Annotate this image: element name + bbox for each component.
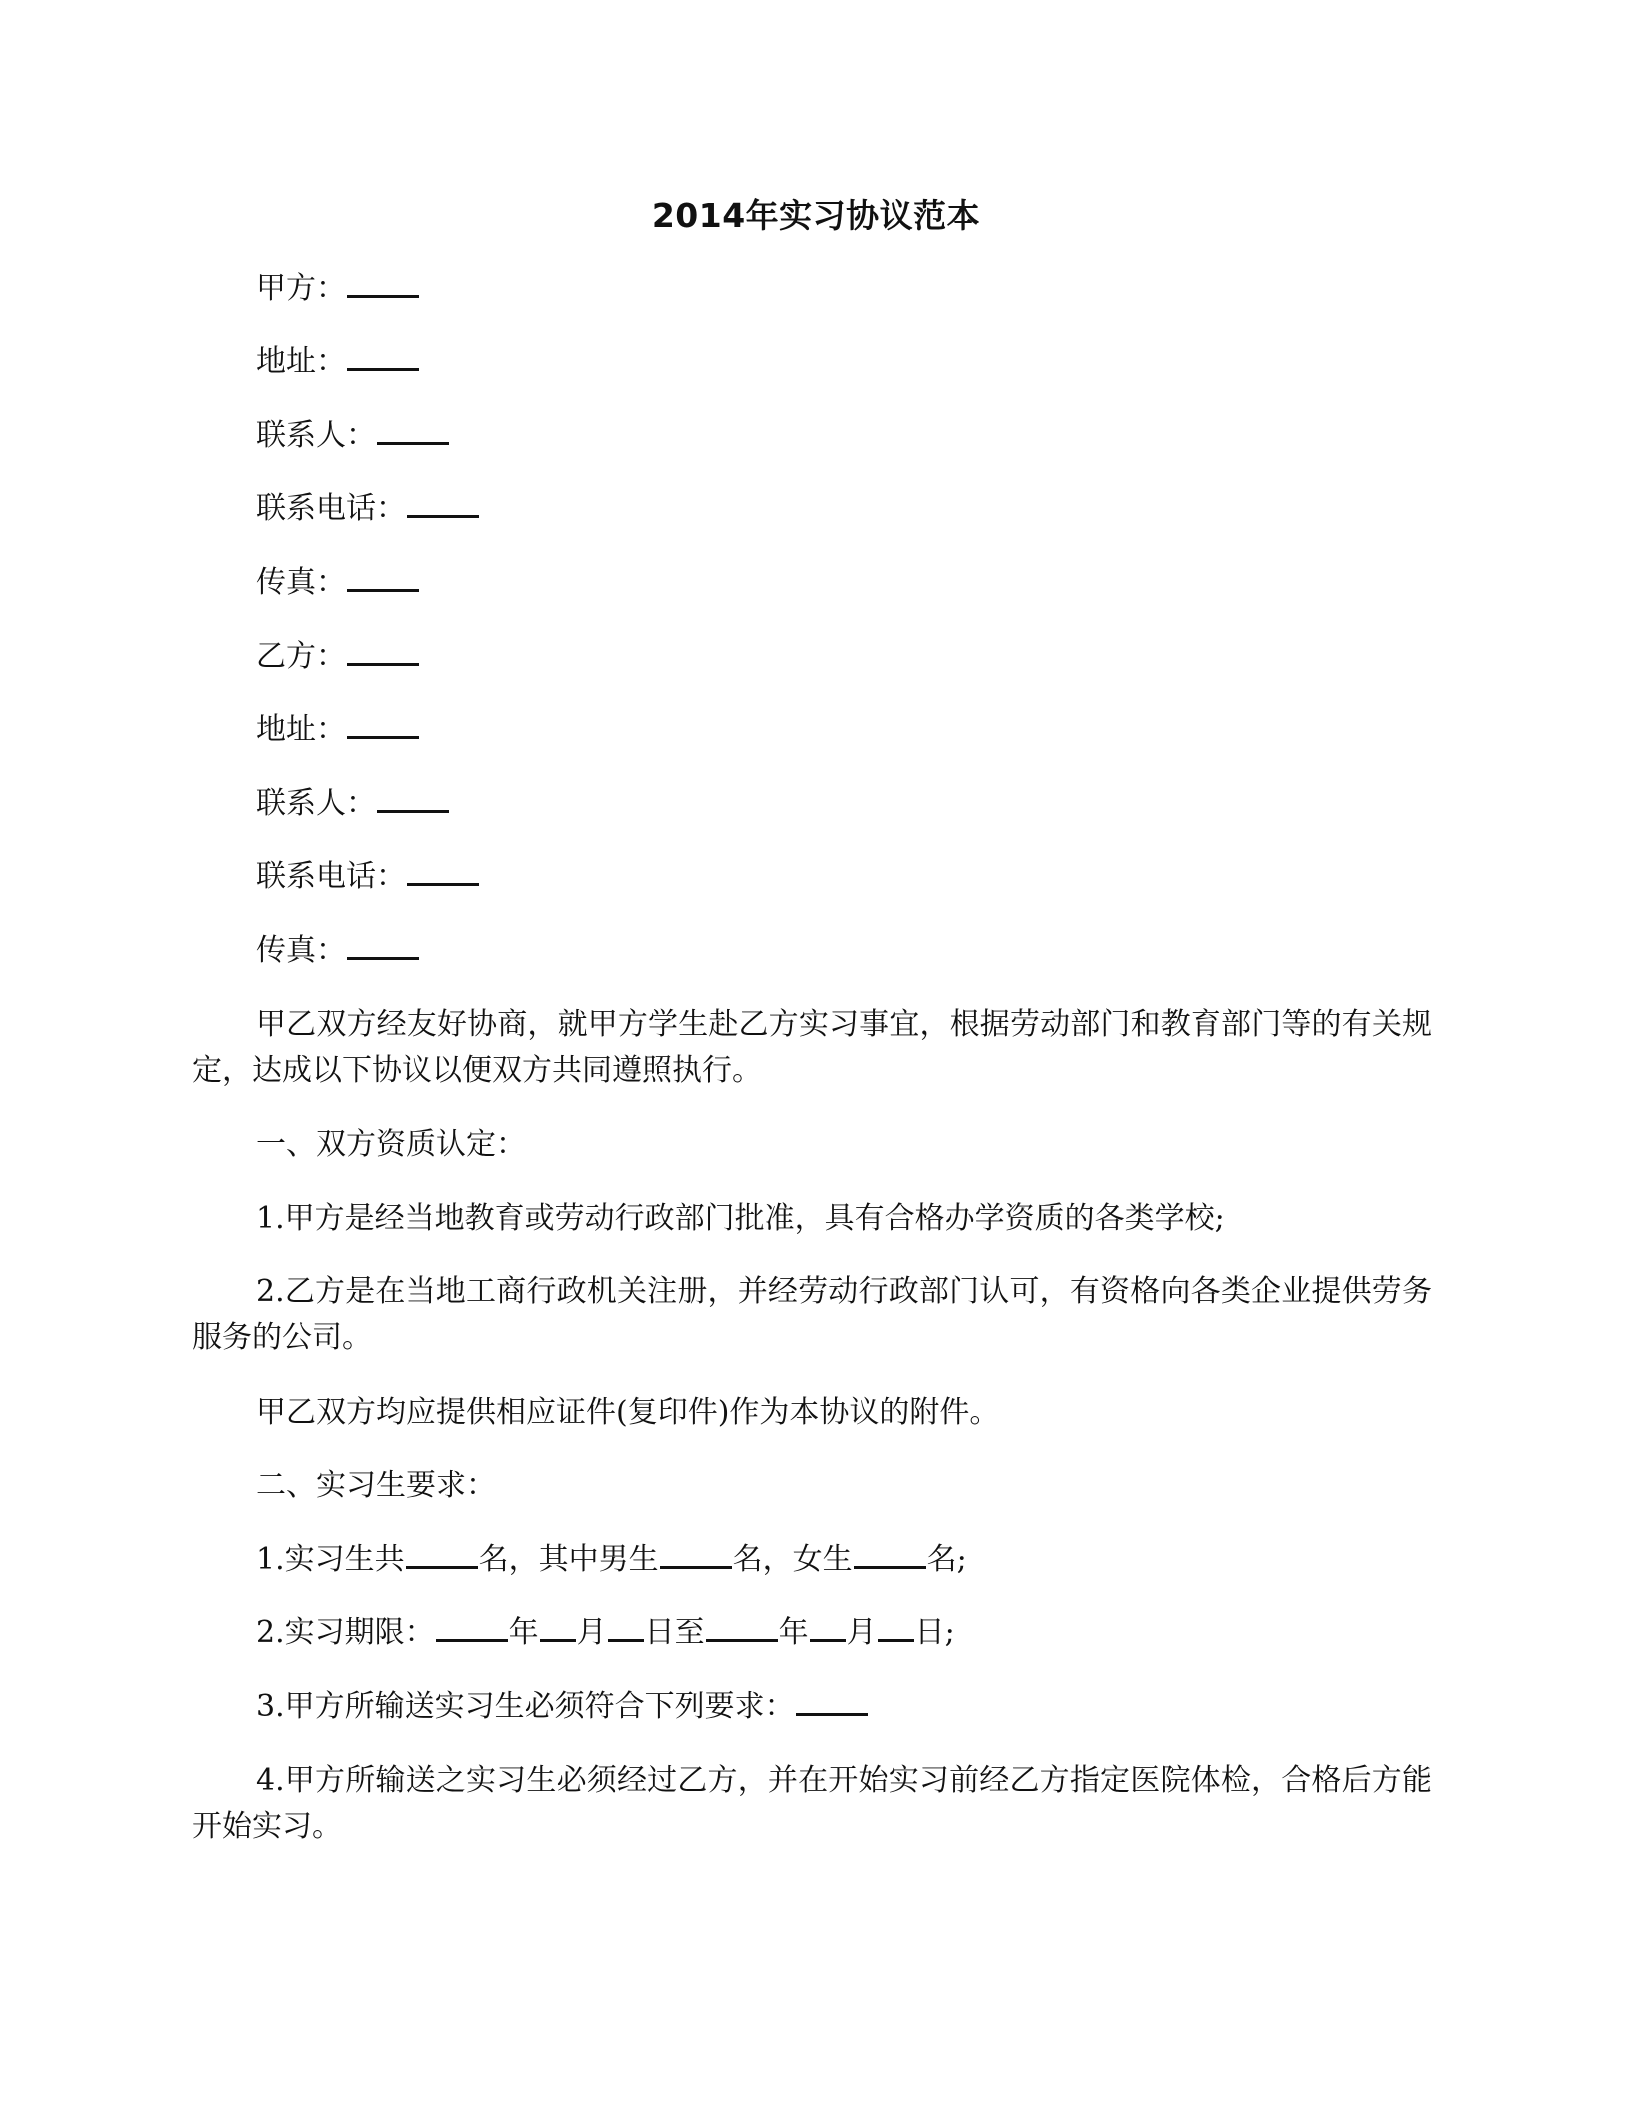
- party-b-phone-line: [256, 854, 480, 900]
- section-1-heading: 一、双方资质认定：: [256, 1127, 526, 1162]
- section-2-heading: 二、实习生要求：: [256, 1468, 496, 1503]
- party-a-blank: [347, 273, 419, 298]
- item-1-part-b: 名，其中男生: [478, 1542, 659, 1577]
- party-a-address-line: [256, 339, 420, 385]
- party-b-address-label: 地址：: [256, 712, 346, 747]
- party-b-contact-blank: [377, 788, 449, 813]
- party-a-phone-line: [256, 486, 480, 532]
- document-title: 2014年实习协议范本: [651, 196, 981, 235]
- item-1-part-d: 名;: [926, 1542, 967, 1577]
- end-month-blank: [810, 1617, 846, 1642]
- party-b-blank: [347, 641, 419, 666]
- male-interns-blank: [660, 1544, 732, 1569]
- female-interns-blank: [854, 1544, 926, 1569]
- requirements-blank: [796, 1691, 868, 1716]
- section-2-item-2: [256, 1610, 955, 1656]
- start-year-blank: [436, 1617, 508, 1642]
- section-2-item-4: 4.甲方所输送之实习生必须经过乙方，并在开始实习前经乙方指定医院体检，合格后方能开始实习。: [192, 1763, 1432, 1844]
- party-b-phone-blank: [407, 861, 479, 886]
- party-a-label: 甲方：: [256, 271, 346, 306]
- section-2-item-1: [256, 1537, 967, 1583]
- party-a-fax-blank: [347, 567, 419, 592]
- item-2-part-a: 2.实习期限：: [256, 1615, 435, 1650]
- party-b-contact-label: 联系人：: [256, 786, 376, 821]
- item-2-part-g: 日;: [914, 1615, 955, 1650]
- party-a-line: [256, 266, 420, 312]
- section-1-item-1: 1.甲方是经当地教育或劳动行政部门批准，具有合格办学资质的各类学校;: [256, 1201, 1225, 1236]
- item-2-part-d: 日至: [644, 1615, 705, 1650]
- party-a-contact-blank: [377, 420, 449, 445]
- start-day-blank: [608, 1617, 644, 1642]
- item-2-part-e: 年: [778, 1615, 809, 1650]
- party-a-address-label: 地址：: [256, 344, 346, 379]
- party-a-contact-line: [256, 413, 450, 459]
- section-1-note: 甲乙双方均应提供相应证件(复印件)作为本协议的附件。: [256, 1395, 1000, 1430]
- total-interns-blank: [406, 1544, 478, 1569]
- party-a-address-blank: [347, 346, 419, 371]
- party-b-fax-blank: [347, 935, 419, 960]
- party-a-fax-line: [256, 560, 420, 606]
- item-1-part-a: 1.实习生共: [256, 1542, 405, 1577]
- party-b-address-blank: [347, 714, 419, 739]
- section-1-item-2: 2.乙方是在当地工商行政机关注册，并经劳动行政部门认可，有资格向各类企业提供劳务服务的公司。: [192, 1274, 1432, 1355]
- party-b-fax-line: [256, 928, 420, 974]
- party-b-contact-line: [256, 781, 450, 827]
- item-3-text: 3.甲方所输送实习生必须符合下列要求：: [256, 1689, 795, 1724]
- start-month-blank: [540, 1617, 576, 1642]
- party-b-line: [256, 634, 420, 680]
- party-b-fax-label: 传真：: [256, 933, 346, 968]
- item-1-part-c: 名，女生: [732, 1542, 853, 1577]
- item-2-part-f: 月: [846, 1615, 877, 1650]
- item-2-part-b: 年: [508, 1615, 539, 1650]
- party-a-fax-label: 传真：: [256, 565, 346, 600]
- party-a-phone-label: 联系电话：: [256, 491, 406, 526]
- party-b-phone-label: 联系电话：: [256, 859, 406, 894]
- section-2-item-3: [256, 1684, 869, 1730]
- party-b-address-line: [256, 707, 420, 753]
- party-b-label: 乙方：: [256, 639, 346, 674]
- item-2-part-c: 月: [576, 1615, 607, 1650]
- end-day-blank: [878, 1617, 914, 1642]
- end-year-blank: [706, 1617, 778, 1642]
- party-a-contact-label: 联系人：: [256, 418, 376, 453]
- intro-paragraph: 甲乙双方经友好协商，就甲方学生赴乙方实习事宜，根据劳动部门和教育部门等的有关规定，达成以下协议以便双方共同遵照执行。: [192, 1007, 1432, 1088]
- party-a-phone-blank: [407, 493, 479, 518]
